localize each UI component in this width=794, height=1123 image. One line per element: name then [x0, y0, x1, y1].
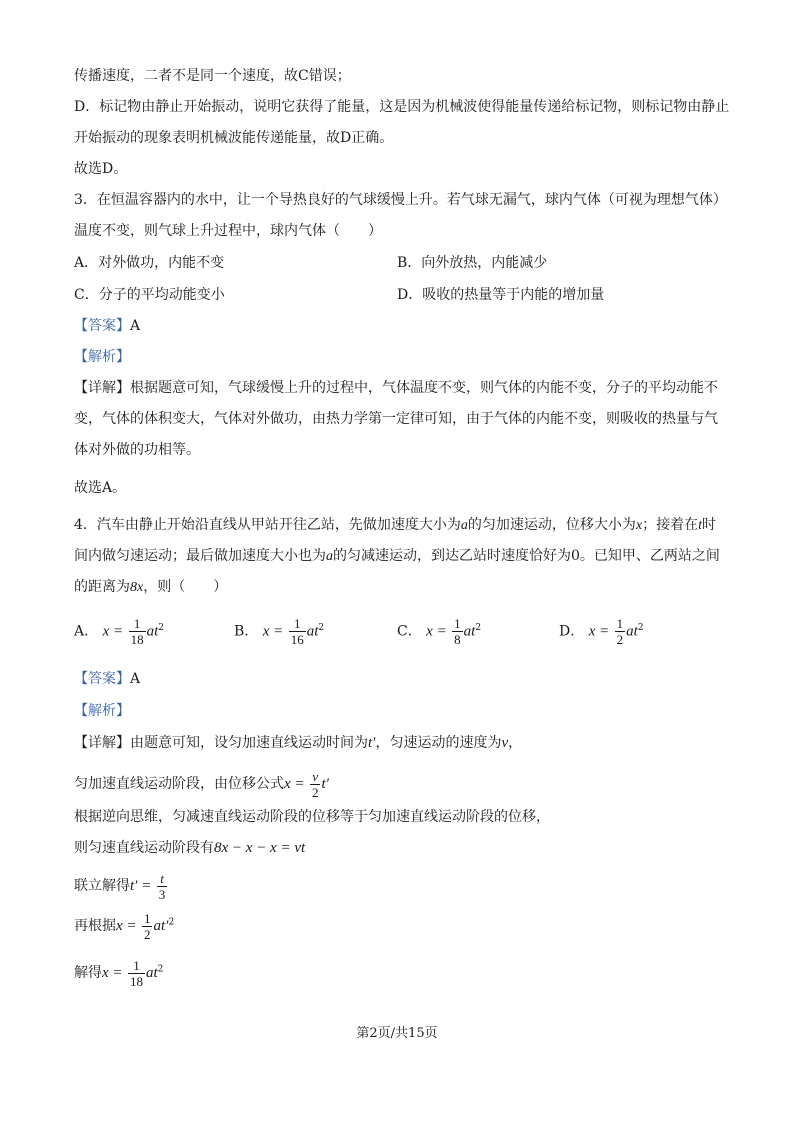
q3-option-b: B．向外放热，内能减少 [397, 255, 548, 271]
q4-eq-lhs-2: t′ = [130, 878, 152, 894]
q3-detail-line-2: 变，气体的体积变大，气体对外做功，由热力学第一定律可知，由于气体的内能不变，则吸收的热量与气 [74, 411, 718, 427]
q4-detail-line-2 [74, 766, 329, 802]
q4-option-a-at: at [146, 623, 159, 640]
q4-option-a [74, 616, 164, 647]
frac-num: 1 [289, 616, 306, 632]
q4-detail-text-4: 则匀速直线运动阶段有 [74, 840, 214, 856]
text-line-1: 传播速度，二者不是同一个速度，故C错误； [74, 68, 351, 84]
q3-detail-line-1 [74, 378, 718, 398]
frac-den: 18 [130, 632, 144, 647]
frac-den: 16 [290, 632, 304, 647]
q4-answer-value: A [130, 671, 141, 687]
q4-detail-text-5: 联立解得 [74, 878, 130, 894]
q4-analysis [74, 701, 130, 721]
frac-num: 1 [143, 910, 151, 926]
q4-detail-text-2: 匀加速直线运动阶段，由位移公式 [74, 776, 284, 792]
q4-eq-frac-1 [310, 769, 321, 800]
q4-option-c-at: at [463, 623, 476, 640]
q3-option-a: A．对外做功，内能不变 [74, 255, 225, 271]
q4-option-b-lhs: x = [262, 623, 284, 640]
q3-answer [74, 316, 140, 336]
exponent: 2 [158, 622, 164, 633]
q4-option-b-label: B． [234, 623, 259, 640]
q3-answer-label: 【答案】 [74, 318, 130, 334]
q4-tprime: t′ [368, 735, 376, 751]
q4-eq-lhs-1: x = [284, 776, 305, 792]
q4-eq-atprime: at′ [153, 918, 169, 934]
frac-num: v [310, 769, 321, 785]
text-line-2: D．标记物由静止开始振动，说明它获得了能量，这是因为机械波使得能量传递给标记物，则标记物由静止 [74, 99, 730, 115]
q4-stem-text-1c: ；接着在 [642, 517, 699, 533]
q4-stem-text-3a: 的距离为 [74, 579, 130, 595]
text-line-3: 开始振动的现象表明机械波能传递能量，故D正确。 [74, 130, 394, 146]
q3-detail-text-1: 根据题意可知，气球缓慢上升的过程中，气体温度不变，则气体的内能不变，分子的平均动能不 [130, 380, 718, 396]
q4-option-d [559, 616, 644, 647]
page-footer: 第2页/共15页 [356, 1026, 438, 1041]
frac-den: 2 [143, 926, 151, 942]
q4-stem-text-2a: 间内做匀速运动；最后做加速度大小也为 [74, 548, 326, 564]
q4-eq-tprime-1: t′ [321, 776, 329, 792]
frac-num: 1 [129, 616, 146, 632]
q3-detail-label: 【详解】 [74, 380, 130, 396]
q4-eq-at-final: at [145, 965, 158, 981]
q4-option-a-lhs: x = [102, 623, 124, 640]
q4-detail-line-1 [74, 733, 522, 753]
frac-den: 3 [158, 886, 166, 902]
q4-detail-text-6: 再根据 [74, 918, 116, 934]
q4-eq-frac-2 [157, 871, 168, 902]
q4-eq-frac-3 [142, 911, 153, 942]
q3-stem-line-1: 3．在恒温容器内的水中，让一个导热良好的气球缓慢上升。若气球无漏气，球内气体（可视为理想气体） [74, 192, 727, 208]
q3-conclusion: 故选A。 [74, 480, 127, 496]
q3-analysis-label: 【解析】 [74, 349, 130, 365]
frac-den: 2 [311, 784, 319, 800]
q4-option-a-label: A． [74, 623, 99, 640]
q4-eq-lhs-4: x = [102, 965, 123, 981]
q4-eq-uniform: 8x − x − x = vt [214, 840, 306, 856]
q4-option-d-at: at [626, 623, 638, 640]
q4-detail-text-1a: 由题意可知，设匀加速直线运动时间为 [130, 735, 368, 751]
q4-option-b [234, 616, 324, 647]
frac-num: 1 [616, 616, 624, 631]
q3-stem-line-2: 温度不变，则气球上升过程中，球内气体（ ） [74, 223, 382, 239]
q4-detail-line-3: 根据逆向思维，匀减速直线运动阶段的位移等于匀加速直线运动阶段的位移， [74, 809, 550, 825]
q4-stem-text-2b: 的匀减速运动，到达乙站时速度恰好为0。已知甲、乙两站之间 [333, 548, 720, 564]
q4-var-a: a [460, 518, 468, 533]
exponent: 2 [157, 964, 164, 975]
q4-option-d-frac [615, 616, 626, 647]
q4-stem-text-1b: 的匀加速运动，位移大小为 [467, 517, 636, 533]
q4-stem-line-3 [74, 577, 227, 598]
q4-stem-text-1a: 4．汽车由静止开始沿直线从甲站开往乙站，先做加速度大小为 [74, 517, 461, 533]
q4-var-a-2: a [326, 549, 333, 564]
q4-option-c-lhs: x = [426, 623, 447, 640]
q4-var-t: t [698, 518, 703, 533]
q4-detail-text-1b: ，匀速运动的速度为 [375, 735, 502, 751]
q3-answer-value: A [130, 318, 141, 334]
q4-analysis-label: 【解析】 [74, 703, 130, 719]
frac-num: 1 [454, 616, 461, 631]
q4-option-c [397, 616, 481, 647]
q4-option-b-at: at [306, 623, 319, 640]
q4-eq-lhs-3: x = [116, 918, 137, 934]
q4-stem-line-1 [74, 515, 716, 536]
q4-detail-line-4 [74, 838, 305, 858]
frac-den: 8 [454, 632, 461, 647]
q4-v: v [501, 735, 509, 751]
frac-num: 1 [128, 958, 145, 974]
q4-detail-line-6 [74, 908, 174, 944]
q4-var-x: x [635, 518, 643, 533]
frac-num: t [157, 871, 168, 887]
q3-detail-line-3: 体对外做的功相等。 [74, 442, 200, 458]
exponent: 2 [637, 622, 644, 633]
q4-answer [74, 669, 140, 689]
q4-eq-frac-4 [128, 958, 145, 989]
q3-analysis [74, 347, 130, 367]
exponent: 2 [318, 622, 325, 633]
q4-option-c-frac [452, 616, 463, 647]
exponent: 2 [475, 622, 482, 633]
q4-option-d-label: D． [559, 623, 585, 640]
q4-option-c-label: C． [397, 623, 422, 640]
q4-stem-line-2 [74, 546, 720, 567]
q4-stem-text-1d: 时 [702, 517, 717, 533]
q3-option-d: D．吸收的热量等于内能的增加量 [397, 287, 605, 303]
q4-detail-text-1c: ， [508, 735, 523, 751]
q4-detail-line-7 [74, 955, 163, 991]
q4-detail-label: 【详解】 [74, 735, 130, 751]
q4-option-d-lhs: x = [588, 623, 610, 640]
frac-den: 18 [129, 973, 143, 989]
q4-option-b-frac [289, 616, 306, 647]
exponent: 2 [168, 917, 175, 928]
q3-option-c: C．分子的平均动能变小 [74, 287, 225, 303]
q4-answer-label: 【答案】 [74, 671, 130, 687]
q4-option-a-frac [129, 616, 146, 647]
q4-distance: 8x [130, 580, 144, 595]
q4-detail-line-5 [74, 868, 168, 904]
text-line-4: 故选D。 [74, 161, 128, 177]
q4-detail-text-7: 解得 [74, 965, 102, 981]
q4-stem-text-3b: ，则（ ） [143, 579, 228, 595]
frac-den: 2 [616, 632, 624, 647]
